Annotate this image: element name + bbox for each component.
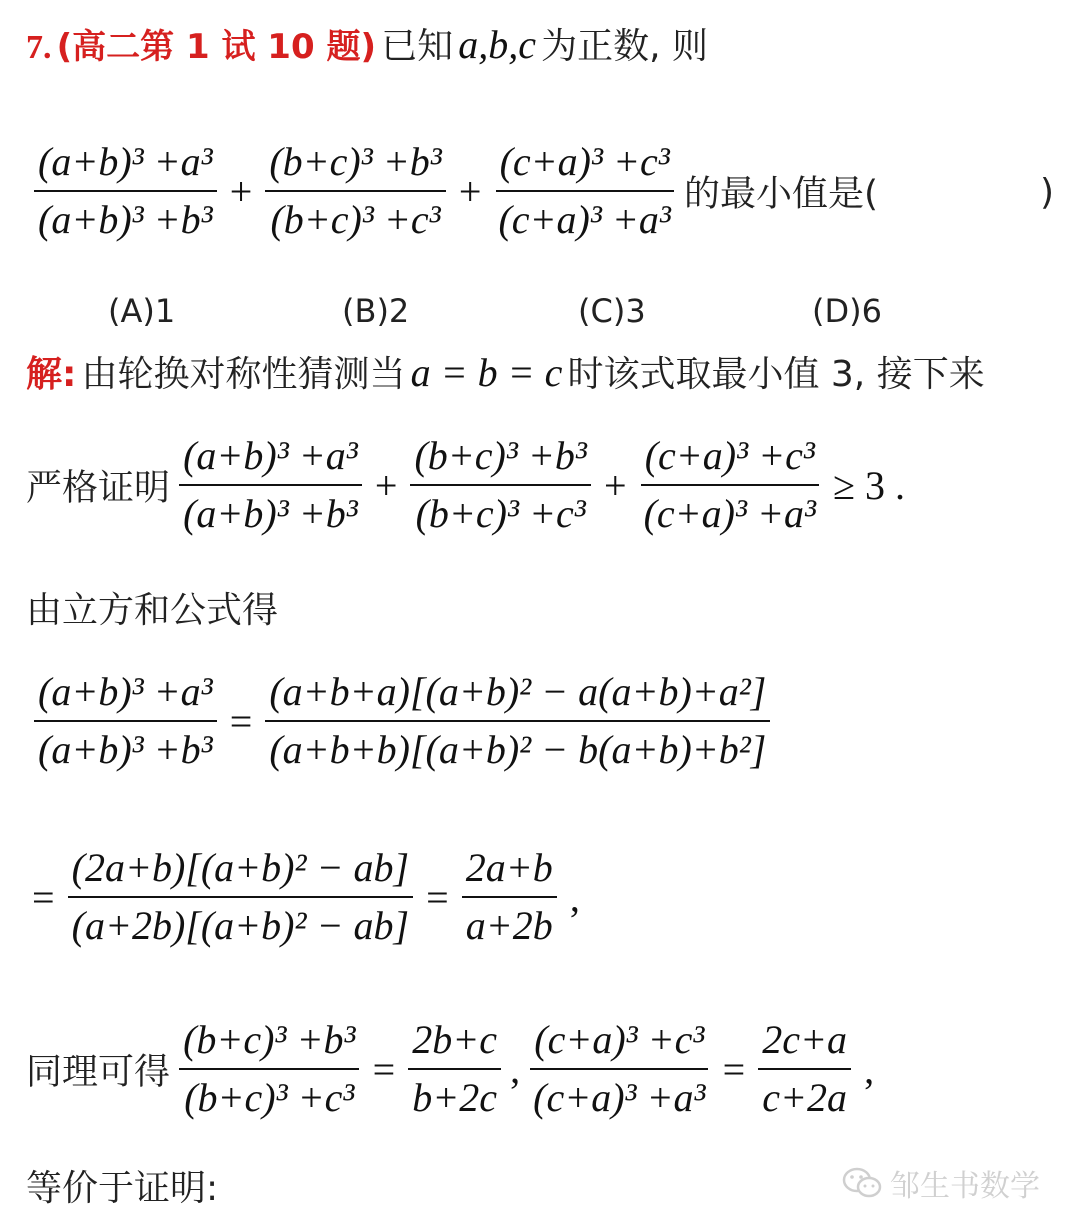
option-label: (D) (812, 292, 862, 330)
solution-text-2: 时该式取最小值 3, 接下来 (567, 354, 985, 395)
option-value: 2 (388, 292, 410, 330)
comma: , (864, 1046, 875, 1092)
plus-sign: + (603, 462, 627, 508)
denominator: a+2b (465, 903, 553, 948)
option-value: 6 (861, 292, 882, 330)
problem-header (26, 18, 708, 69)
option-c (578, 292, 646, 330)
plus-sign: + (458, 168, 482, 214)
step-1 (30, 664, 774, 778)
denominator: b+2c (412, 1075, 497, 1120)
denominator: (c+a)³ +a³ (498, 197, 671, 242)
watermark-text: 邹生书数学 (890, 1169, 1040, 1204)
solution-label: 解: (26, 354, 77, 395)
option-value: 1 (154, 292, 176, 330)
equals-sign: = (32, 874, 55, 920)
equals-sign: = (372, 1046, 396, 1092)
option-a (108, 292, 175, 330)
numerator: (a+b)³ +a³ (179, 428, 362, 486)
fraction (68, 840, 413, 954)
equals-sign: = (229, 698, 253, 744)
plus-sign: + (374, 462, 398, 508)
fraction (265, 664, 770, 778)
option-b (342, 292, 409, 330)
denominator: (a+b)³ +b³ (38, 727, 213, 772)
denominator: (a+b)³ +b³ (38, 197, 213, 242)
numerator: (b+c)³ +b³ (265, 134, 445, 192)
denominator: (b+c)³ +c³ (415, 491, 586, 536)
equals-sign: = (426, 874, 449, 920)
numerator: (c+a)³ +c³ (530, 1012, 708, 1070)
question-text: 的最小值是( (683, 173, 878, 215)
fraction (265, 134, 445, 248)
denominator: (a+2b)[(a+b)² − ab] (71, 903, 410, 948)
problem-source: (高二第 1 试 10 题) (56, 27, 376, 67)
equivalent-proof-text: 等价于证明: (26, 1168, 219, 1209)
solution-text-1: 由轮换对称性猜测当 (81, 354, 406, 395)
similarly-label: 同理可得 (26, 1051, 171, 1093)
wechat-icon (842, 1166, 882, 1200)
option-d (812, 292, 882, 330)
numerator: (a+b)³ +a³ (34, 134, 217, 192)
problem-stem-tail: 为正数, 则 (541, 26, 708, 67)
fraction (34, 134, 217, 248)
strict-proof (26, 428, 909, 542)
fraction (34, 664, 217, 778)
option-label: (C) (578, 292, 626, 330)
problem-vars: a,b,c (458, 22, 536, 67)
fraction (494, 134, 674, 248)
watermark (842, 1161, 1040, 1205)
problem-number: 7. (26, 29, 52, 66)
problem-stem: 已知 (381, 26, 454, 67)
denominator: (c+a)³ +a³ (643, 491, 816, 536)
similarly-line (26, 1012, 878, 1126)
numerator: (a+b)³ +a³ (34, 664, 217, 722)
denominator: (b+c)³ +c³ (270, 197, 441, 242)
numerator: (a+b+a)[(a+b)² − a(a+b)+a²] (265, 664, 770, 722)
numerator: 2c+a (758, 1012, 851, 1070)
fraction (410, 428, 590, 542)
fraction (179, 428, 362, 542)
cube-formula-text: 由立方和公式得 (26, 590, 279, 631)
fraction (179, 1012, 359, 1126)
numerator: 2b+c (408, 1012, 501, 1070)
geq-three: ≥ 3 . (833, 462, 906, 508)
fraction (462, 840, 557, 954)
option-label: (A) (108, 292, 155, 330)
solution-intro (26, 346, 985, 397)
comma: , (569, 874, 580, 920)
fraction (408, 1012, 501, 1126)
denominator: (a+b+b)[(a+b)² − b(a+b)+b²] (269, 727, 767, 772)
step-2 (28, 840, 584, 954)
numerator: (b+c)³ +b³ (179, 1012, 359, 1070)
fraction (758, 1012, 851, 1126)
numerator: (c+a)³ +c³ (496, 134, 674, 192)
numerator: 2a+b (462, 840, 557, 898)
numerator: (2a+b)[(a+b)² − ab] (68, 840, 413, 898)
denominator: (a+b)³ +b³ (183, 491, 358, 536)
equals-sign: = (722, 1046, 746, 1092)
denominator: c+2a (762, 1075, 848, 1120)
option-label: (B) (342, 292, 389, 330)
answer-close-paren: ) (1040, 172, 1055, 213)
numerator: (b+c)³ +b³ (410, 428, 590, 486)
fraction (640, 428, 820, 542)
comma: , (510, 1046, 521, 1092)
numerator: (c+a)³ +c³ (641, 428, 819, 486)
prove-label: 严格证明 (26, 467, 171, 509)
problem-expression (30, 134, 878, 248)
denominator: (b+c)³ +c³ (184, 1075, 355, 1120)
denominator: (c+a)³ +a³ (533, 1075, 706, 1120)
fraction (529, 1012, 709, 1126)
plus-sign: + (229, 168, 253, 214)
solution-condition: a = b = c (410, 350, 563, 395)
option-value: 3 (625, 292, 646, 330)
